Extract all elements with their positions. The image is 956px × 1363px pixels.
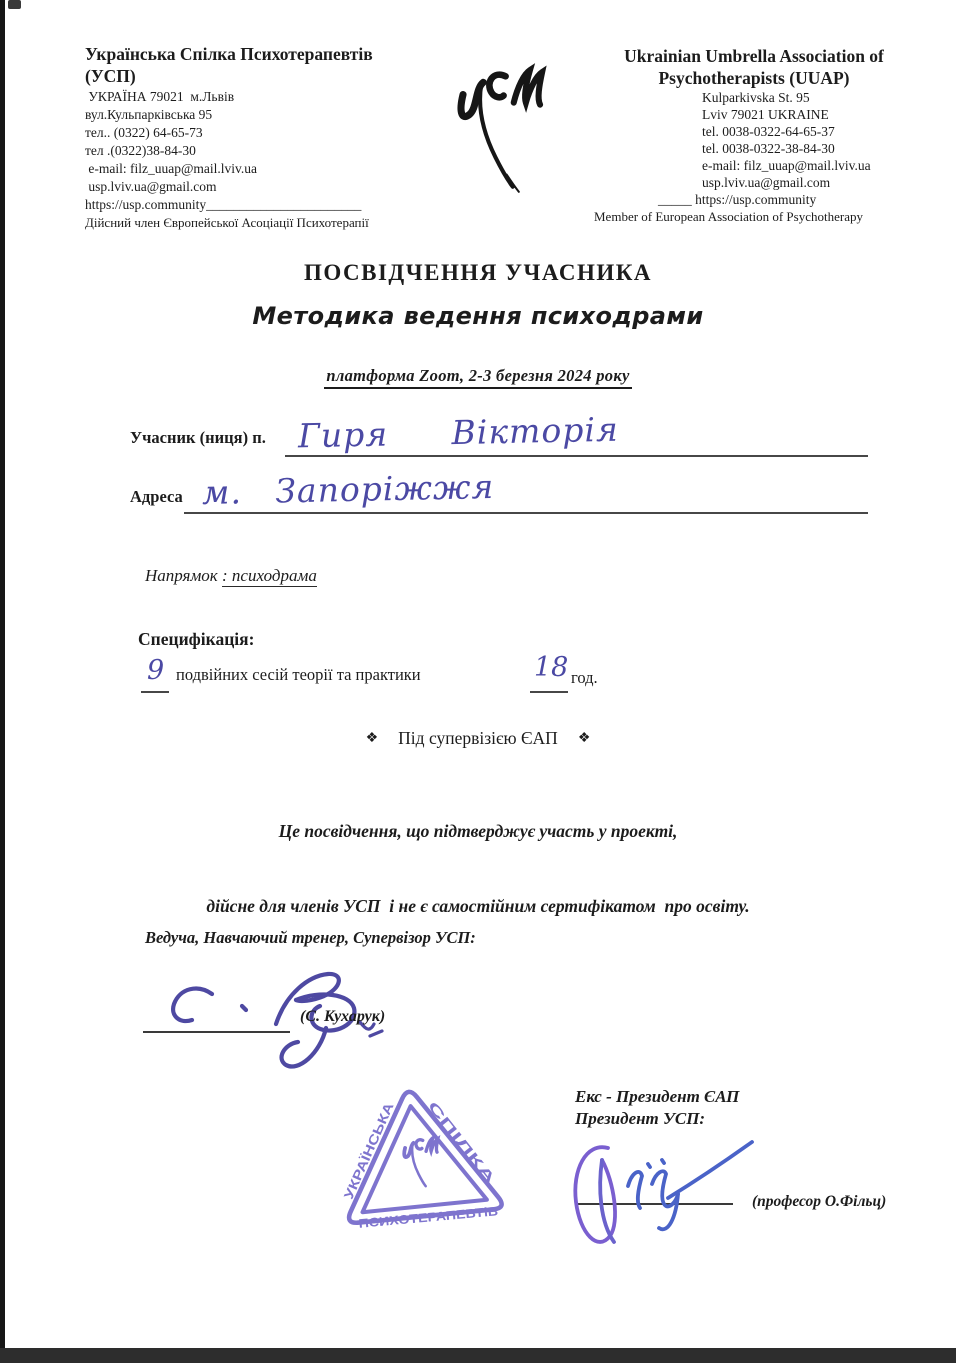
event-date-line bbox=[0, 366, 956, 389]
org-name-en-line2: Psychotherapists (UUAP) bbox=[658, 67, 850, 88]
diamond-icon: ❖ bbox=[577, 731, 591, 746]
header-email-line: e-mail: filz_uuap@mail.lviv.ua bbox=[702, 158, 871, 174]
president-role-line1: Екс - Президент ЄАП bbox=[575, 1087, 740, 1106]
direction-label: Напрямок bbox=[145, 566, 223, 585]
header-email-line: e-mail: filz_uuap@mail.lviv.ua bbox=[85, 161, 258, 177]
direction-line bbox=[145, 566, 317, 586]
participant-label: Учасник (ниця) п. bbox=[130, 428, 266, 447]
header-left-block bbox=[85, 44, 423, 231]
header-line: Kulparkivska St. 95 bbox=[702, 90, 810, 106]
hours-unit: год. bbox=[571, 668, 598, 687]
president-role-line2: Президент УСП: bbox=[575, 1109, 706, 1128]
sessions-count-handwritten: 9 bbox=[147, 655, 165, 686]
header-line: tel. 0038-0322-64-65-37 bbox=[702, 124, 835, 140]
event-date-text: платформа Zoom, 2-3 березня 2024 року bbox=[324, 366, 631, 389]
org-name-en bbox=[590, 46, 918, 89]
header-line: тел.. (0322) 64-65-73 bbox=[85, 125, 203, 141]
org-name-ua bbox=[85, 44, 423, 87]
address-handwritten-value: м. Запоріжжя bbox=[201, 466, 495, 513]
direction-value: : психодрама bbox=[222, 566, 317, 585]
header-website-line: _____ https://usp.community bbox=[658, 192, 817, 208]
disclaimer-line1: Це посвідчення, що підтверджує участь у проекті, bbox=[278, 821, 678, 841]
sessions-text: подвійних сесій теорії та практики bbox=[176, 665, 421, 684]
sessions-count-underline bbox=[141, 691, 169, 693]
header-member-line: Member of European Association of Psychotherapy bbox=[594, 209, 863, 225]
president-name: (професор О.Фільц) bbox=[752, 1193, 887, 1210]
org-name-ua-line2: (УСП) bbox=[85, 65, 136, 86]
hours-handwritten: 18 bbox=[534, 652, 569, 683]
stamp-text-left: УКРАЇНСЬКА bbox=[340, 1102, 396, 1202]
participant-handwritten-name: Гиря Вікторія bbox=[297, 409, 620, 456]
org-name-en-line1: Ukrainian Umbrella Association of bbox=[624, 46, 884, 66]
stamp-center-mark-icon bbox=[404, 1138, 438, 1186]
stamp-text-right: СПІЛКА bbox=[424, 1098, 493, 1179]
scan-edge-bottom bbox=[0, 1348, 956, 1363]
usp-calligraphy-logo-icon bbox=[438, 56, 556, 208]
header-website-line: https://usp.community_______________________ bbox=[85, 197, 362, 213]
president-signature-icon bbox=[556, 1126, 771, 1261]
address-underline bbox=[184, 512, 868, 514]
specification-label: Специфікація: bbox=[138, 629, 255, 649]
address-label: Адреса bbox=[130, 487, 183, 506]
supervision-line bbox=[0, 728, 956, 749]
disclaimer-note bbox=[0, 769, 956, 969]
diamond-icon: ❖ bbox=[365, 731, 379, 746]
trainer-name: (С. Кухарук) bbox=[300, 1008, 386, 1025]
header-email-line: usp.lviv.ua@gmail.com bbox=[85, 179, 217, 195]
header-line: tel. 0038-0322-38-84-30 bbox=[702, 141, 835, 157]
header-line: вул.Кульпарківська 95 bbox=[85, 107, 213, 123]
header-member-line: Дійсний член Європейської Асоціації Психотерапії bbox=[85, 215, 369, 231]
trainer-signature-icon bbox=[128, 960, 443, 1095]
stamp-text-bottom: ПСИХОТЕРАПЕВТіВ bbox=[358, 1204, 498, 1231]
certificate-title: ПОСВІДЧЕННЯ УЧАСНИКА bbox=[303, 260, 653, 285]
trainer-role-label: Ведуча, Навчаючий тренер, Супервізор УСП: bbox=[145, 928, 476, 947]
svg-text:ПСИХОТЕРАПЕВТіВ bbox=[358, 1204, 499, 1231]
header-line: УКРАЇНА 79021 м.Львів bbox=[85, 89, 235, 105]
course-title: Методика ведення психодрами bbox=[252, 302, 704, 330]
participant-underline bbox=[285, 455, 868, 457]
header-line: тел .(0322)38-84-30 bbox=[85, 143, 196, 159]
header-right-block bbox=[590, 46, 918, 225]
president-role-label bbox=[575, 1086, 739, 1130]
hours-underline bbox=[530, 691, 568, 693]
supervision-text: Під супервізією ЄАП bbox=[398, 728, 558, 748]
usp-triangular-stamp-icon bbox=[333, 1078, 531, 1253]
scan-edge-left bbox=[0, 0, 5, 1363]
scan-speck bbox=[8, 0, 21, 9]
header-email-line: usp.lviv.ua@gmail.com bbox=[702, 175, 831, 191]
header-line: Lviv 79021 UKRAINE bbox=[702, 107, 829, 123]
disclaimer-line2: дійсне для членів УСП і не є самостійним сертифікатом про освіту. bbox=[206, 896, 750, 916]
org-name-ua-line1: Українська Спілка Психотерапевтів bbox=[85, 44, 373, 64]
